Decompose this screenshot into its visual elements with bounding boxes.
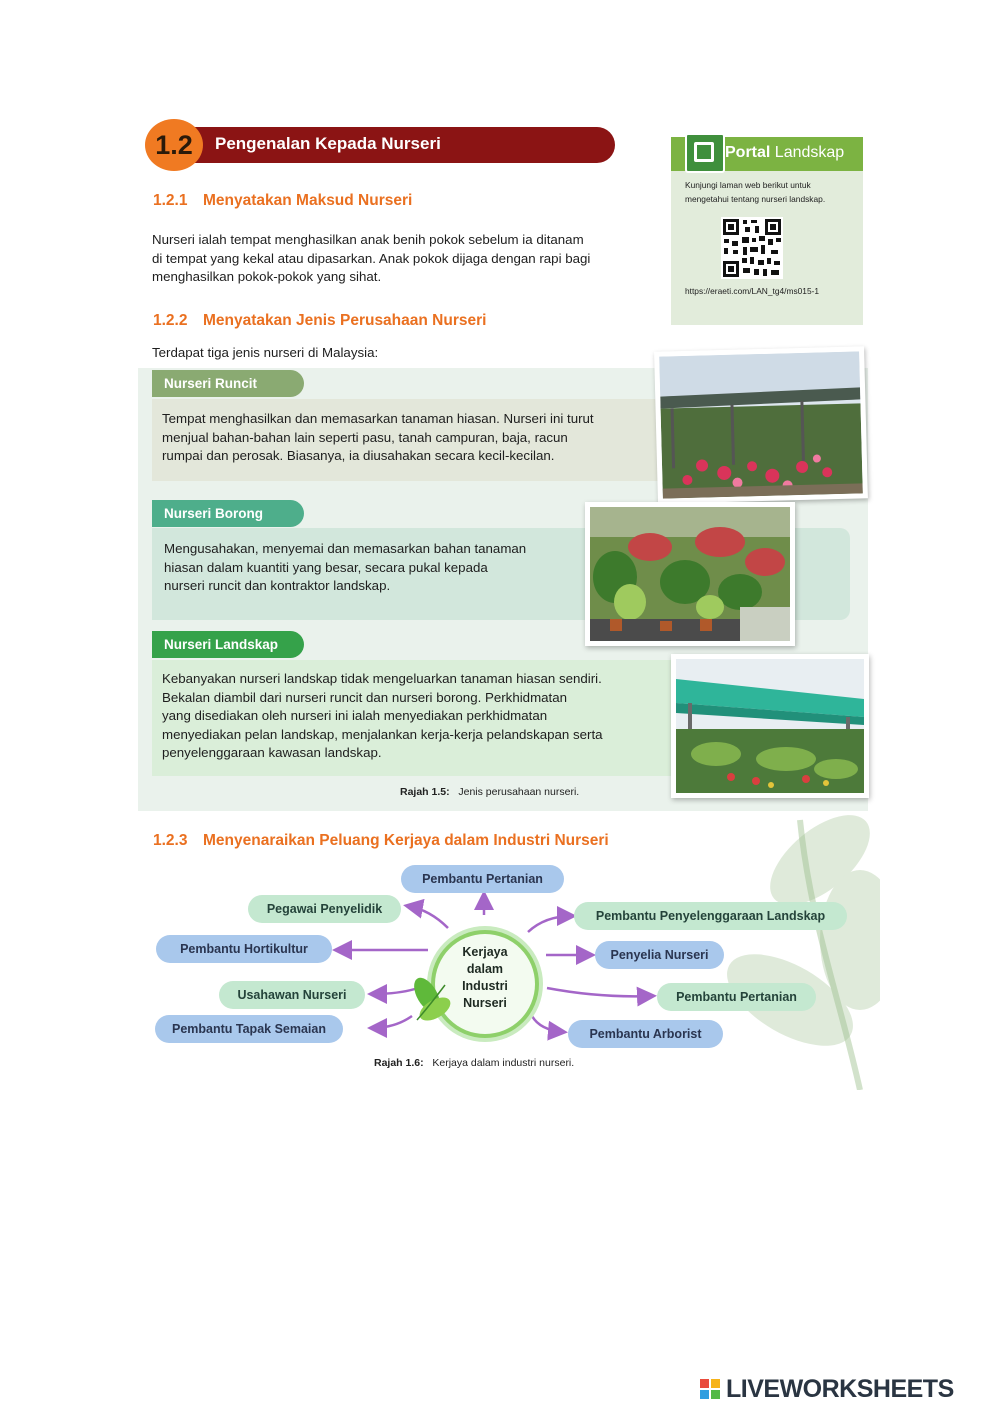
subsection-number: 1.2.2: [153, 312, 188, 329]
text-line: rumpai dan perosak. Biasanya, ia diusahakan secara kecil-kecilan.: [162, 448, 555, 463]
liveworksheets-logo: [700, 1375, 995, 1405]
nursery-intro-text: Terdapat tiga jenis nurseri di Malaysia:: [152, 345, 379, 360]
career-right-2: Penyelia Nurseri: [595, 941, 724, 969]
nursery-label-landskap: Nurseri Landskap: [152, 631, 304, 658]
career-hub-label: Kerjaya dalam Industri Nurseri: [462, 945, 508, 1010]
text-line: menghasilkan pokok-pokok yang sihat.: [152, 269, 382, 284]
career-left-3: Usahawan Nurseri: [219, 981, 365, 1009]
career-left-2: Pembantu Hortikultur: [156, 935, 332, 963]
figure-caption-1-5: Rajah 1.5: Jenis perusahaan nurseri.: [400, 786, 580, 798]
career-top: Pembantu Pertanian: [401, 865, 564, 893]
text-line: menjual bahan-bahan lain seperti pasu, tanah campuran, baja, racun: [162, 429, 568, 445]
text-line: di tempat yang kekal atau dipasarkan. Anak pokok dijaga dengan rapi bagi: [152, 250, 591, 266]
section-number-badge: 1.2: [145, 119, 203, 171]
subsection-number: 1.2.3: [153, 832, 188, 849]
text-line: yang disediakan oleh nurseri ini ialah menyediakan perkhidmatan: [162, 708, 548, 723]
leaf-icon: [405, 975, 460, 1030]
subsection-number: 1.2.1: [153, 192, 188, 209]
text-line: mengetahui tentang nurseri landskap.: [685, 194, 826, 204]
career-right-3: Pembantu Pertanian: [657, 983, 816, 1011]
text-line: Mengusahakan, menyemai dan memasarkan bahan tanaman: [164, 541, 527, 556]
subsection-title: Menyatakan Jenis Perusahaan Nurseri: [203, 312, 487, 329]
subsection-title: Menyatakan Maksud Nurseri: [203, 192, 413, 209]
text-line: penyelenggaraan kawasan landskap.: [162, 745, 382, 760]
nursery-label-borong: Nurseri Borong: [152, 500, 304, 527]
text-line: Bekalan diambil dari nurseri runcit dan nurseri borong. Perkhidmatan: [162, 689, 568, 705]
liveworksheets-wordmark: LIVEWORKSHEETS: [726, 1375, 954, 1403]
career-right-4: Pembantu Arborist: [568, 1020, 723, 1048]
portal-url[interactable]: https://eraeti.com/LAN_tg4/ms015-1: [685, 286, 820, 296]
text-line: menyediakan pelan landskap, menjalankan kerja-kerja pelandskapan serta: [162, 726, 603, 742]
career-left-4: Pembantu Tapak Semaian: [155, 1015, 343, 1043]
nursery-label-runcit: Nurseri Runcit: [152, 370, 304, 397]
text-line: nurseri runcit dan kontraktor landskap.: [164, 578, 391, 593]
career-left-1: Pegawai Penyelidik: [248, 895, 401, 923]
career-right-1: Pembantu Penyelenggaraan Landskap: [574, 902, 847, 930]
figure-caption-1-6: Rajah 1.6: Kerjaya dalam industri nurseri.: [374, 1057, 575, 1069]
subsection-title: Menyenaraikan Peluang Kerjaya dalam Industri Nurseri: [203, 832, 609, 849]
text-line: hiasan dalam kuantiti yang besar, secara pukal kepada: [164, 559, 488, 575]
portal-title: Portal Landskap: [725, 144, 845, 161]
text-line: Nurseri ialah tempat menghasilkan anak benih pokok sebelum ia ditanam: [152, 232, 584, 247]
text-line: Tempat menghasilkan dan memasarkan tanaman hiasan. Nurseri ini turut: [162, 411, 594, 426]
section-title: Pengenalan Kepada Nurseri: [215, 134, 441, 153]
text-line: Kunjungi laman web berikut untuk: [685, 180, 811, 190]
text-line: Kebanyakan nurseri landskap tidak mengeluarkan tanaman hiasan sendiri.: [162, 671, 602, 686]
